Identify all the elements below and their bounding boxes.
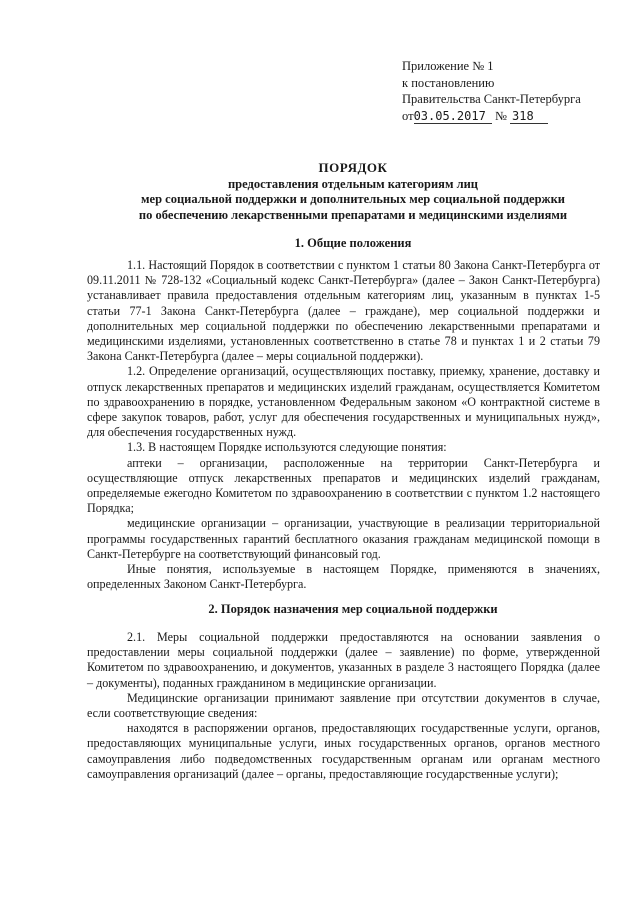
paragraph-pharmacies: аптеки – организации, расположенные на территории Санкт-Петербурга и осуществляющие отпуск лекарственных препаратов и медицинских изделий гражданам, определяемые ежегодно Комитетом по здравоохранению в соответствии с пунктом 1.2 настоящего Порядка;: [87, 455, 600, 516]
paragraph-without-docs: Медицинские организации принимают заявление при отсутствии документов в случае, если соответствующие сведения:: [87, 690, 600, 721]
annex-government: Правительства Санкт-Петербурга: [402, 92, 581, 106]
resolution-number: 318: [510, 109, 548, 124]
paragraph-1-3: 1.3. В настоящем Порядке используются следующие понятия:: [127, 440, 447, 455]
paragraph-medical-orgs: медицинские организации – организации, участвующие в реализации территориальной программы государственных гарантий бесплатного оказания гражданам медицинской помощи в Санкт-Петербурге на соответствующий финансовый год.: [87, 516, 600, 561]
title-line-2: мер социальной поддержки и дополнительных мер социальной поддержки: [141, 192, 565, 206]
paragraph-authorities: находятся в распоряжении органов, предоставляющих государственные услуги, органов, предоставляющих муниципальные услуги, иных государственных органов, органов местного самоуправления либо подведомственных государственным органам или органам местного самоуправления организаций (далее – органы, предоставляющие государственные услуги);: [87, 721, 600, 781]
document-title: [88, 160, 618, 223]
annex-block: [402, 58, 581, 124]
section-2-body: [87, 630, 600, 782]
section-2-heading: 2. Порядок назначения мер социальной поддержки: [208, 602, 498, 616]
paragraph-other-terms: Иные понятия, используемые в настоящем Порядке, применяются в значениях, определенных Законом Санкт-Петербурга.: [87, 562, 600, 592]
number-prefix: №: [494, 108, 507, 123]
annex-to-resolution: к постановлению: [402, 75, 495, 90]
section-1-heading: 1. Общие положения: [294, 236, 412, 250]
paragraph-2-1: 2.1. Меры социальной поддержки предоставляются на основании заявления о предоставлении меры социальной поддержки (далее – заявление) по форме, утвержденной Комитетом по здравоохранению, и документов, указанных в разделе 3 настоящего Порядка (далее – документы), поданных гражданином в медицинские организации.: [87, 630, 600, 690]
paragraph-1-2: 1.2. Определение организаций, осуществляющих поставку, приемку, хранение, доставку и отпуск лекарственных препаратов и медицинских изделий гражданам, осуществляется Комитетом по здравоохранению в порядке, установленном Федеральным законом «О контрактной системе в сфере закупок товаров, работ, услуг для обеспечения государственных и муниципальных нужд», для обеспечения государственных нужд.: [87, 364, 600, 440]
resolution-date: 03.05.2017: [414, 109, 492, 124]
annex-date-line: [402, 108, 581, 125]
title-line-3: по обеспечению лекарственными препаратами и медицинскими изделиями: [138, 207, 568, 222]
title-line-1: предоставления отдельным категориям лиц: [227, 176, 478, 191]
paragraph-1-1: 1.1. Настоящий Порядок в соответствии с пунктом 1 статьи 80 Закона Санкт-Петербурга от 09.11.2011 № 728-132 «Социальный кодекс Санкт-Петербурга» (далее – Закон Санкт-Петербурга) устанавливает правила предоставления отдельным категориям лиц, указанным в пунктах 1-5 статьи 77-1 Закона Санкт-Петербурга (далее – граждане), мер социальной поддержки и дополнительных мер социальной поддержки по обеспечению лекарственными препаратами и медицинскими изделиями, установленных соответственно в статье 78 и пунктах 1 и 2 статьи 79 Закона Санкт-Петербурга (далее – меры социальной поддержки).: [87, 258, 600, 364]
title-main: ПОРЯДОК: [318, 160, 388, 175]
section-1-body: [87, 258, 600, 592]
date-prefix: от: [402, 108, 414, 123]
annex-title: Приложение № 1: [402, 59, 494, 73]
